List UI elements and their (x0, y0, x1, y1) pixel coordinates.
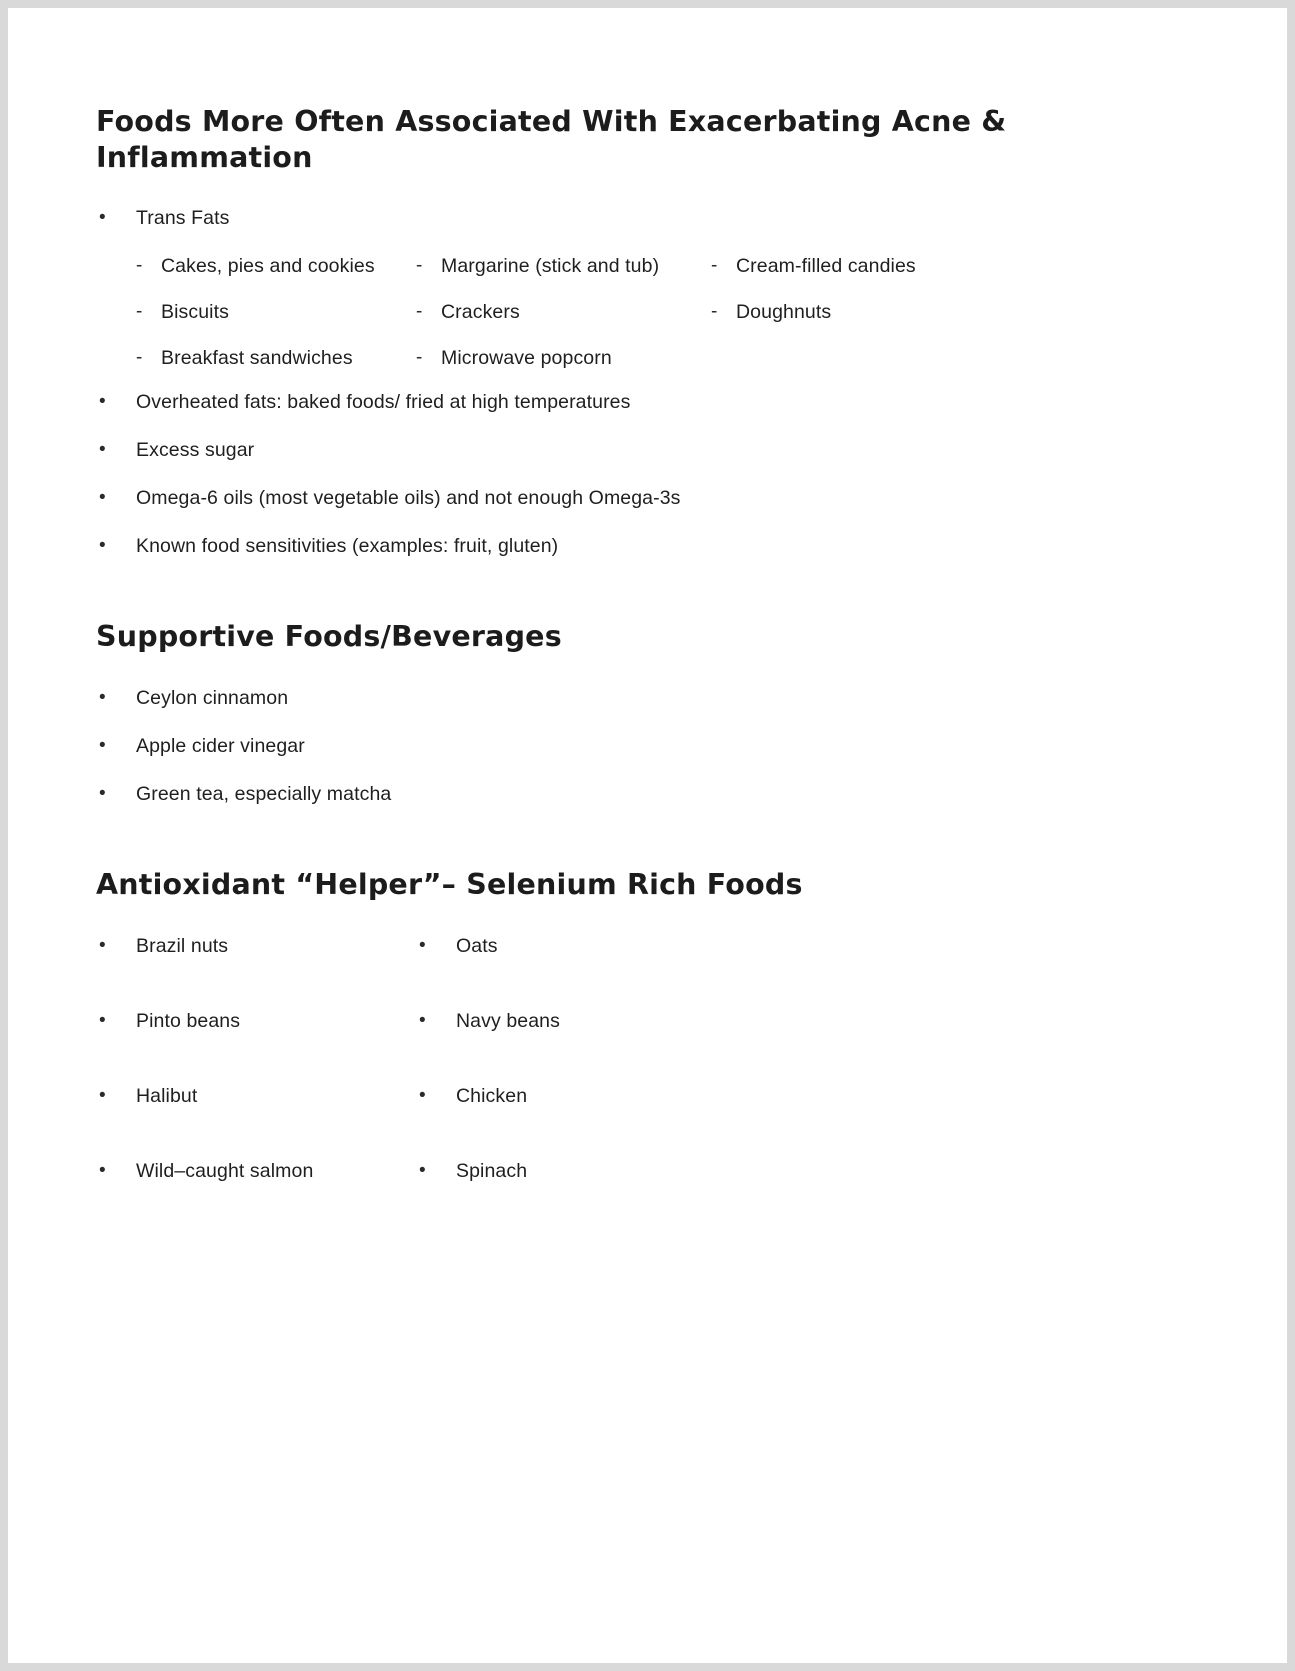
bullet-icon: • (99, 487, 106, 509)
bullet-icon: • (99, 391, 106, 413)
list-item (711, 253, 1011, 279)
dash-icon: - (711, 255, 718, 277)
dash-icon: - (136, 255, 143, 277)
list-item-label: Navy beans (456, 1009, 560, 1032)
list-item (96, 485, 1196, 511)
list-item (416, 299, 711, 325)
bullet-icon: • (419, 1159, 426, 1181)
list-item (416, 1158, 736, 1184)
list-item-label: Chicken (456, 1084, 528, 1107)
list-item-label: Crackers (441, 301, 520, 324)
list-item-label: Margarine (stick and tub) (441, 255, 660, 278)
list-item-label: Oats (456, 934, 498, 957)
bullet-icon: • (99, 1009, 106, 1031)
list-item-label: Microwave popcorn (441, 347, 612, 370)
list-item-label: Apple cider vinegar (136, 734, 305, 757)
bullet-icon: • (99, 207, 106, 229)
bullet-icon: • (419, 1009, 426, 1031)
list-item-label: Cream-filled candies (736, 255, 916, 278)
bullet-icon: • (99, 734, 106, 756)
list-item (711, 299, 1011, 325)
list-item-label: Doughnuts (736, 301, 832, 324)
list-item (96, 685, 1196, 711)
bullet-icon: • (99, 686, 106, 708)
bullet-icon: • (99, 934, 106, 956)
list-item (136, 299, 416, 325)
list-item (96, 1158, 416, 1184)
dash-icon: - (416, 301, 423, 323)
list-item-label: Green tea, especially matcha (136, 782, 392, 805)
sub-list-trans-fats (96, 253, 1196, 371)
list-item (96, 733, 1196, 759)
list-item (416, 253, 711, 279)
list-item-label: Biscuits (161, 301, 229, 324)
dash-icon: - (711, 301, 718, 323)
dash-icon: - (136, 301, 143, 323)
list-item-label: Cakes, pies and cookies (161, 255, 375, 278)
list-item-label: Pinto beans (136, 1009, 241, 1032)
bullet-icon: • (99, 1084, 106, 1106)
list-item (136, 345, 416, 371)
bullet-icon: • (99, 535, 106, 557)
document-page (8, 8, 1287, 1663)
list-item (416, 1083, 736, 1109)
list-item-label: Breakfast sandwiches (161, 347, 353, 370)
dash-icon: - (136, 347, 143, 369)
list-item (96, 1083, 416, 1109)
list-item-label: Brazil nuts (136, 934, 229, 957)
page-title-supportive: Supportive Foods/Beverages (96, 620, 562, 654)
list-item (96, 533, 1196, 559)
list-item-label: Overheated fats: baked foods/ fried at high temperatures (136, 391, 631, 414)
list-item (96, 933, 416, 959)
list-item-label: Trans Fats (136, 207, 230, 230)
list-acne-foods (96, 205, 1196, 559)
list-supportive-foods (96, 685, 1196, 807)
document-content (96, 104, 1196, 1206)
list-item-label: Omega-6 oils (most vegetable oils) and not enough Omega-3s (136, 487, 681, 510)
list-item (96, 205, 1196, 231)
dash-icon: - (416, 255, 423, 277)
list-item-label: Excess sugar (136, 439, 255, 462)
page-title-selenium: Antioxidant “Helper”– Selenium Rich Foods (96, 867, 803, 901)
list-item (96, 437, 1196, 463)
list-item-label: Known food sensitivities (examples: fruit, gluten) (136, 535, 559, 558)
bullet-icon: • (419, 934, 426, 956)
page-title-acne: Foods More Often Associated With Exacerbating Acne & Inflammation (96, 105, 1007, 174)
list-item (416, 1008, 736, 1034)
list-selenium-foods (96, 933, 1196, 1206)
list-item-label: Wild–caught salmon (136, 1159, 314, 1182)
list-item (416, 933, 736, 959)
list-item-label: Halibut (136, 1084, 198, 1107)
dash-icon: - (416, 347, 423, 369)
list-item (416, 345, 711, 371)
bullet-icon: • (99, 782, 106, 804)
list-item (96, 389, 1196, 415)
bullet-icon: • (99, 1159, 106, 1181)
list-item (136, 253, 416, 279)
list-item (96, 781, 1196, 807)
list-item (96, 1008, 416, 1034)
list-item-label: Spinach (456, 1159, 528, 1182)
list-item-label: Ceylon cinnamon (136, 686, 289, 709)
bullet-icon: • (99, 439, 106, 461)
bullet-icon: • (419, 1084, 426, 1106)
